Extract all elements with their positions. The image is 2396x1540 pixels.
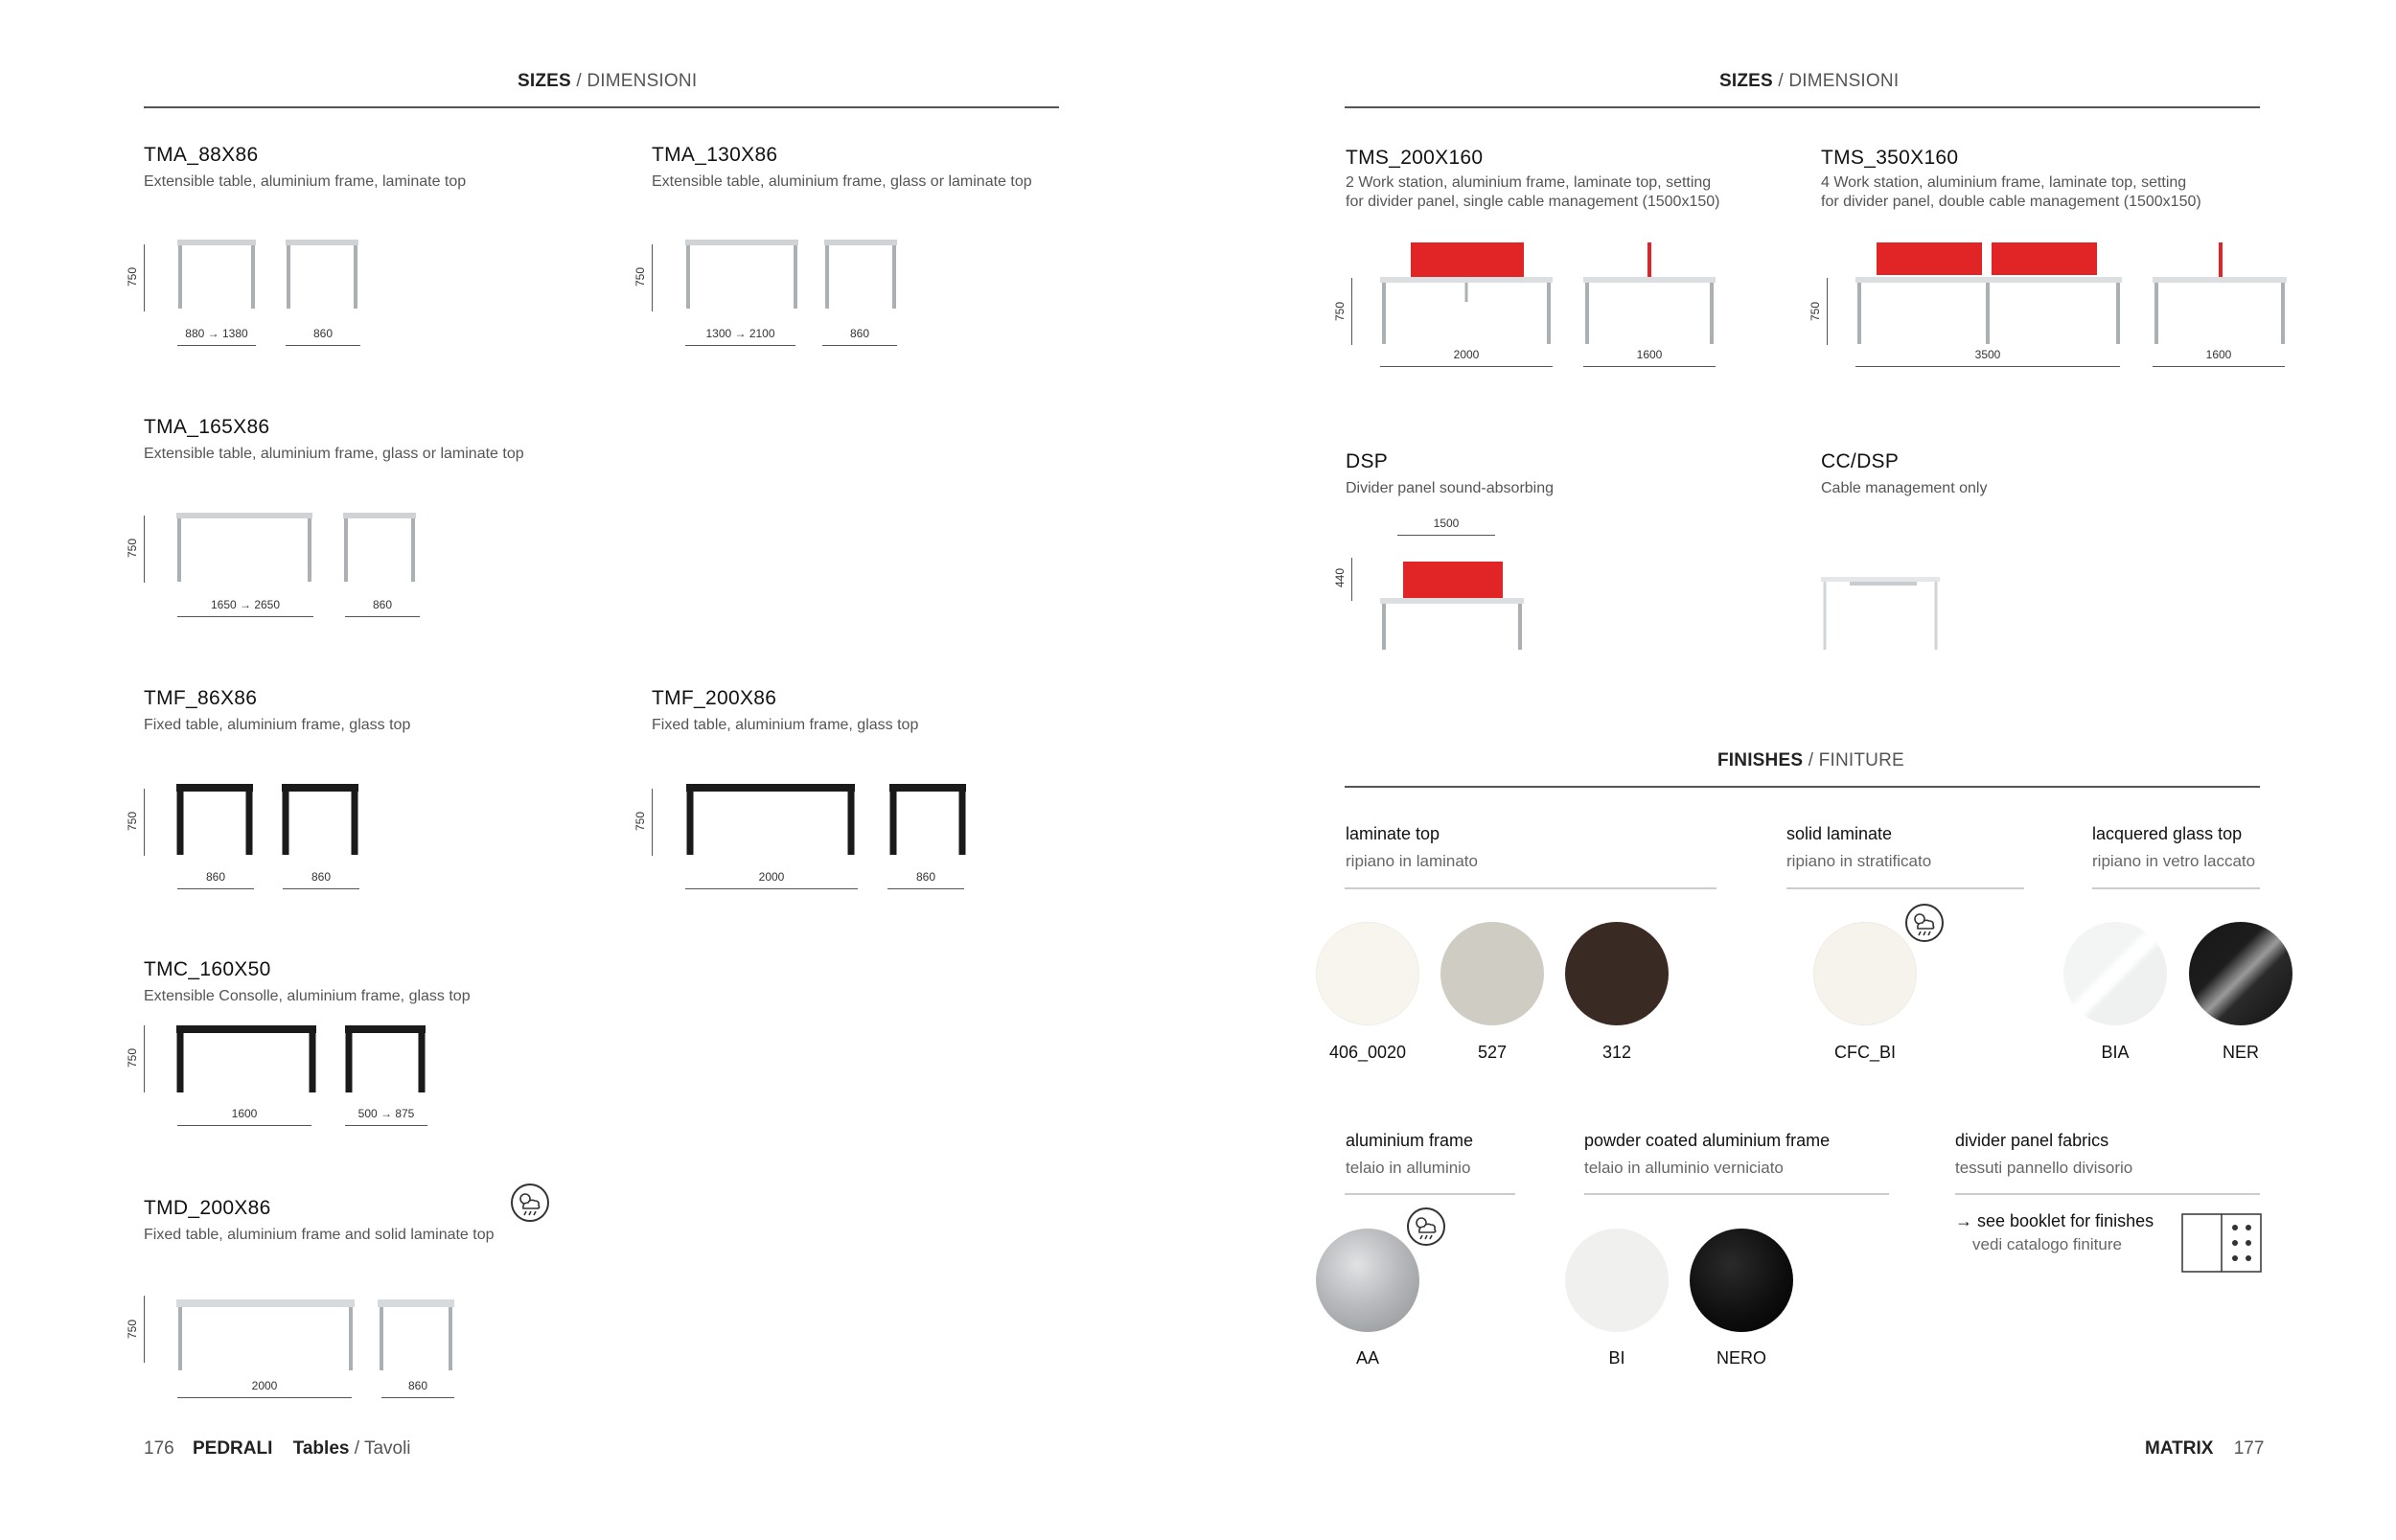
divider-fabrics-rule: [1955, 1193, 2260, 1195]
aluminium-frame-rule: [1345, 1193, 1515, 1195]
finish-group-title: solid laminate: [1786, 824, 1893, 843]
width-line-1: [685, 345, 795, 346]
product-code: TMA_88X86: [144, 144, 259, 166]
width-line-1: [177, 345, 256, 346]
right-section-header: [1719, 71, 1899, 92]
width-label-1: 1650 → 2650: [210, 598, 281, 611]
width-line-2: [345, 1125, 427, 1126]
width-line-1: [177, 888, 254, 889]
swatch-312: [1565, 922, 1669, 1025]
finishes-rule: [1345, 786, 2260, 788]
width-label-2: 860: [849, 327, 870, 340]
product-tms-200x160: [1346, 147, 1719, 212]
outdoor-weather-icon: [1406, 1207, 1446, 1247]
brand-name: PEDRALI: [192, 1438, 273, 1459]
swatch-label: 312: [1601, 1043, 1632, 1062]
height-label: 750: [126, 266, 140, 287]
booklet-icon: [2181, 1213, 2262, 1273]
width-line-2: [822, 345, 897, 346]
product-description-line1: 2 Work station, aluminium frame, laminate top, setting: [1346, 174, 1712, 191]
finish-group-powder-coated: [1584, 1131, 1830, 1178]
swatch-ner: [2189, 922, 2292, 1025]
finish-group-divider-fabrics: [1955, 1131, 2132, 1178]
section-name-it: / Tavoli: [349, 1438, 411, 1459]
laminate-top-rule: [1345, 887, 1716, 889]
finish-group-title: powder coated aluminium frame: [1584, 1131, 1831, 1150]
finish-group-solid-laminate: [1786, 824, 1931, 871]
product-code: TMF_200X86: [652, 687, 777, 709]
swatch-cfc-bi: [1813, 922, 1917, 1025]
width-line-1: [177, 616, 313, 617]
product-description: Fixed table, aluminium frame, glass top: [652, 717, 919, 733]
finish-group-title: lacquered glass top: [2092, 824, 2243, 843]
height-label: 750: [126, 1319, 140, 1340]
height-line: [1827, 278, 1828, 345]
width-label-2: 860: [915, 870, 936, 884]
workstation-drawing-tms-200x160: [1342, 235, 1783, 359]
swatch-527: [1440, 922, 1544, 1025]
left-header-rule: [144, 106, 1059, 108]
finish-group-lacquered-glass: [2092, 824, 2255, 871]
height-label: 750: [126, 538, 140, 559]
product-description-line2: for divider panel, single cable management (1500x150): [1346, 194, 1720, 210]
height-label: 750: [1333, 301, 1348, 322]
product-description: Cable management only: [1821, 480, 1988, 496]
product-code: TMS_200X160: [1346, 147, 1484, 169]
swatch-label: NER: [2222, 1043, 2259, 1062]
height-label: 750: [126, 811, 140, 832]
height-label: 750: [126, 1047, 140, 1069]
panel-height-label: 440: [1333, 567, 1348, 588]
lacquered-glass-rule: [2092, 887, 2260, 889]
swatch-label: BI: [1608, 1348, 1625, 1368]
height-line: [144, 516, 145, 583]
finishes-label: FINISHES: [1717, 750, 1804, 770]
width-label-2: 500 → 875: [357, 1107, 415, 1120]
width-line-2: [345, 616, 420, 617]
finish-group-title: aluminium frame: [1346, 1131, 1474, 1150]
height-line: [144, 1296, 145, 1363]
width-label-1: 1600: [231, 1107, 258, 1120]
solid-laminate-rule: [1786, 887, 2024, 889]
width-line-2: [887, 888, 964, 889]
page-number-left: 176: [144, 1438, 174, 1459]
width-label-1: 2000: [758, 870, 785, 884]
finish-group-aluminium-frame: [1346, 1131, 1473, 1178]
finish-group-subtitle: ripiano in vetro laccato: [2092, 852, 2256, 870]
divider-panel-drawing: [1361, 546, 1543, 661]
width-line-2: [286, 345, 360, 346]
finish-group-subtitle: telaio in alluminio verniciato: [1584, 1159, 1784, 1177]
width-line-1: [1380, 366, 1553, 367]
width-label-2: 1600: [1636, 348, 1663, 361]
width-line-1: [1855, 366, 2120, 367]
left-dimensioni-label: / DIMENSIONI: [570, 71, 698, 91]
width-label-1: 880 → 1380: [185, 327, 248, 340]
swatch-aa: [1316, 1229, 1419, 1332]
product-description-line1: 4 Work station, aluminium frame, laminate top, setting: [1821, 174, 2187, 191]
swatch-nero: [1690, 1229, 1793, 1332]
product-tms-350x160: [1821, 147, 2201, 212]
outdoor-weather-icon: [1904, 903, 1945, 943]
swatch-label: BIA: [2101, 1043, 2130, 1062]
product-description: Extensible table, aluminium frame, laminate top: [144, 173, 467, 190]
width-label-1: 2000: [251, 1379, 278, 1392]
width-line-2: [283, 888, 359, 889]
left-section-header: [518, 71, 697, 92]
product-description: Extensible table, aluminium frame, glass or laminate top: [144, 446, 524, 462]
swatch-bia: [2063, 922, 2167, 1025]
height-line: [652, 789, 653, 856]
product-code: TMD_200X86: [144, 1197, 271, 1219]
swatch-bi: [1565, 1229, 1669, 1332]
right-dimensioni-label: / DIMENSIONI: [1772, 71, 1900, 91]
width-line-1: [685, 888, 858, 889]
product-dsp: [1346, 450, 1554, 498]
finish-group-subtitle: ripiano in laminato: [1346, 852, 1478, 870]
product-description: Extensible table, aluminium frame, glass or laminate top: [652, 173, 1032, 190]
height-label: 750: [634, 811, 648, 832]
product-code: CC/DSP: [1821, 450, 1900, 472]
collection-name: MATRIX: [2145, 1438, 2214, 1459]
width-line-1: [177, 1125, 311, 1126]
finish-group-subtitle: tessuti pannello divisorio: [1955, 1159, 2133, 1177]
finish-group-laminate-top: [1346, 824, 1478, 871]
height-line: [1351, 278, 1352, 345]
finish-group-subtitle: ripiano in stratificato: [1786, 852, 1932, 870]
product-tmd-200x86: [144, 1197, 495, 1245]
cable-management-drawing: [1811, 565, 1955, 661]
page-number-right: 177: [2233, 1438, 2265, 1459]
swatch-label: CFC_BI: [1833, 1043, 1896, 1062]
right-header-rule: [1345, 106, 2260, 108]
powder-coated-rule: [1584, 1193, 1889, 1195]
height-label: 750: [634, 266, 648, 287]
booklet-link-text-it: vedi catalogo finiture: [1972, 1235, 2122, 1253]
width-label-1: 1300 → 2100: [705, 327, 775, 340]
left-footer: [144, 1438, 411, 1460]
swatch-label: AA: [1355, 1348, 1379, 1368]
width-line-2: [1583, 366, 1716, 367]
width-line-1: [177, 1397, 352, 1398]
product-description: Extensible Consolle, aluminium frame, glass top: [144, 988, 471, 1004]
width-line-2: [2153, 366, 2285, 367]
left-sizes-label: SIZES: [518, 71, 571, 91]
height-line: [144, 244, 145, 311]
finiture-label: / FINITURE: [1803, 750, 1904, 770]
product-cc-dsp: [1821, 450, 1987, 498]
product-code: TMC_160X50: [144, 958, 271, 980]
product-description: Fixed table, aluminium frame and solid laminate top: [144, 1227, 495, 1243]
finish-group-subtitle: telaio in alluminio: [1346, 1159, 1471, 1177]
finish-group-title: divider panel fabrics: [1955, 1131, 2109, 1150]
product-code: TMF_86X86: [144, 687, 258, 709]
width-label-2: 1600: [2205, 348, 2232, 361]
width-label-1: 2000: [1453, 348, 1480, 361]
panel-width-label: 1500: [1433, 517, 1460, 530]
height-line: [144, 789, 145, 856]
product-tmf-86x86: [144, 687, 410, 735]
height-line: [144, 1025, 145, 1092]
width-label-1: 3500: [1974, 348, 2001, 361]
right-sizes-label: SIZES: [1719, 71, 1773, 91]
product-code: TMA_130X86: [652, 144, 778, 166]
product-code: TMS_350X160: [1821, 147, 1959, 169]
product-tma-165x86: [144, 416, 524, 464]
product-description: Divider panel sound-absorbing: [1346, 480, 1555, 496]
finish-group-title: laminate top: [1346, 824, 1440, 843]
product-tma-88x86: [144, 144, 466, 192]
panel-width-line: [1397, 535, 1495, 536]
section-name: Tables: [292, 1438, 350, 1459]
height-label: 750: [1809, 301, 1823, 322]
panel-height-line: [1351, 558, 1352, 601]
swatch-label: 527: [1477, 1043, 1508, 1062]
width-label-2: 860: [407, 1379, 428, 1392]
finishes-header: [1717, 750, 1904, 771]
width-label-2: 860: [311, 870, 332, 884]
product-tmf-200x86: [652, 687, 918, 735]
width-label-1: 860: [205, 870, 226, 884]
product-description: Fixed table, aluminium frame, glass top: [144, 717, 411, 733]
height-line: [652, 244, 653, 311]
product-description-line2: for divider panel, double cable management (1500x150): [1821, 194, 2201, 210]
product-tmc-160x50: [144, 958, 471, 1006]
width-label-2: 860: [312, 327, 334, 340]
right-footer: [2145, 1438, 2264, 1460]
booklet-link[interactable]: [1955, 1211, 2154, 1254]
outdoor-weather-icon: [510, 1183, 550, 1223]
booklet-link-text: → see booklet for finishes: [1955, 1211, 2154, 1230]
swatch-label: 406_0020: [1328, 1043, 1407, 1062]
product-code: DSP: [1346, 450, 1389, 472]
workstation-drawing-tms-350x160: [1821, 235, 2338, 359]
product-tma-130x86: [652, 144, 1032, 192]
product-code: TMA_165X86: [144, 416, 270, 438]
swatch-label: NERO: [1716, 1348, 1766, 1368]
width-line-2: [381, 1397, 454, 1398]
swatch-406-0020: [1316, 922, 1419, 1025]
width-label-2: 860: [372, 598, 393, 611]
table-drawing-tmd-200x86: [134, 1294, 470, 1418]
